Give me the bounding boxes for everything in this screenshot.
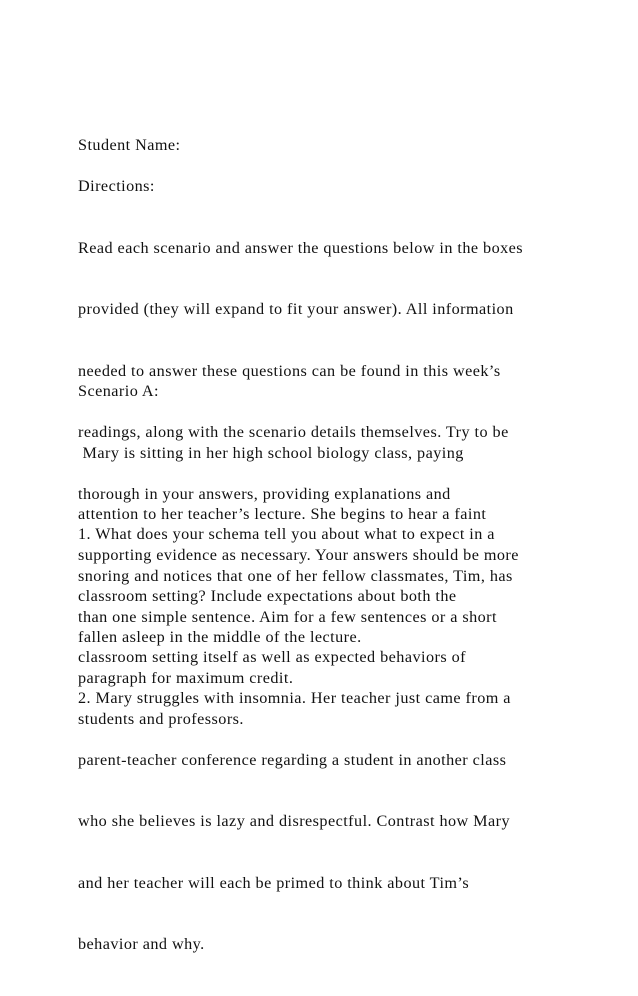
- question-2-line: behavior and why.: [78, 935, 205, 953]
- directions-heading: Directions:: [78, 177, 155, 195]
- directions-line: supporting evidence as necessary. Your answers should be more: [78, 546, 519, 564]
- question-1-line: classroom setting? Include expectations about both the: [78, 586, 457, 605]
- question-1-line: students and professors.: [78, 709, 244, 728]
- directions-line: paragraph for maximum credit.: [78, 669, 294, 687]
- scenario-heading: Scenario A:: [78, 382, 159, 400]
- question-2-line: who she believes is lazy and disrespectful. Contrast how Mary: [78, 812, 511, 830]
- directions-line: than one simple sentence. Aim for a few sentences or a short: [78, 607, 497, 626]
- question-2-section: [78, 647, 598, 996]
- student-name-label: Student Name:: [78, 136, 181, 154]
- question-2-line: parent-teacher conference regarding a student in another class: [78, 750, 507, 769]
- directions-line: thorough in your answers, providing explanations and: [78, 484, 451, 503]
- question-2-line: and her teacher will each be primed to think about Tim’s: [78, 873, 470, 892]
- directions-line: readings, along with the scenario details themselves. Try to be: [78, 423, 509, 441]
- question-1-line: 1. What does your schema tell you about what to expect in a: [78, 525, 495, 543]
- scenario-line: Mary is sitting in her high school biology class, paying: [78, 443, 464, 462]
- scenario-line: snoring and notices that one of her fellow classmates, Tim, has: [78, 566, 513, 585]
- scenario-line: fallen asleep in the middle of the lecture.: [78, 628, 362, 646]
- scenario-line: attention to her teacher’s lecture. She begins to hear a faint: [78, 505, 487, 523]
- question-1-line: classroom setting itself as well as expected behaviors of: [78, 648, 466, 666]
- question-2-line: 2. Mary struggles with insomnia. Her teacher just came from a: [78, 689, 511, 707]
- directions-line: provided (they will expand to fit your answer). All information: [78, 300, 514, 318]
- directions-line: needed to answer these questions can be found in this week’s: [78, 361, 501, 380]
- directions-line: Read each scenario and answer the questions below in the boxes: [78, 238, 524, 257]
